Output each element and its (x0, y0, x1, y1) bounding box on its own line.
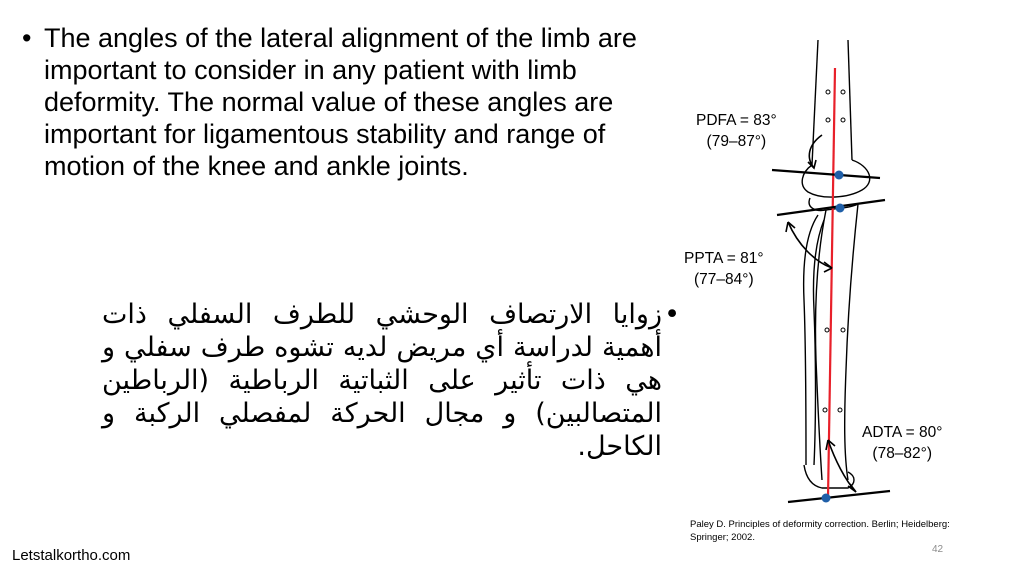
slide-number: 42 (932, 544, 944, 555)
adta-arc (828, 440, 856, 492)
ppta-value: PPTA = 81° (684, 250, 764, 267)
tibia-medial-outline (815, 210, 826, 480)
adta-value: ADTA = 80° (862, 424, 943, 441)
adta-range: (78–82°) (872, 445, 933, 462)
figure-citation: Paley D. Principles of deformity correction. Berlin; Heidelberg: Springer; 2002. (690, 519, 950, 543)
mechanical-axis-line (828, 68, 835, 498)
femur-lateral-outline (848, 40, 852, 160)
ppta-arc (788, 222, 832, 268)
knee-femoral-center-dot (835, 171, 844, 180)
pdfa-label (696, 110, 777, 152)
pdfa-range: (79–87°) (706, 133, 767, 150)
tibia-lateral-outline (845, 204, 858, 480)
english-bullet-text: The angles of the lateral alignment of the limb are important to consider in any patient with limb deformity. The normal value of these angles are important for ligamentous stability and range of motion of the knee and ankle joints. (44, 23, 637, 181)
bone-outlines (802, 40, 870, 488)
tibial-plateau-center-dot (836, 204, 845, 213)
bullet-marker: • (22, 23, 32, 53)
ppta-range: (77–84°) (693, 271, 754, 288)
english-bullet (22, 22, 642, 182)
tibial-plateau-joint-line (777, 200, 885, 215)
arabic-bullet-text: زوايا الارتصاف الوحشي للطرف السفلي ذات أهمية لدراسة أي مريض لديه تشوه طرف سفلي و هي ذات تأثير على الثباتية الرباطية (الرباطين المتصالبين) و مجال الحركة لمفصلي الركبة و الكاحل. (102, 299, 662, 462)
knee-femoral-joint-line (772, 170, 880, 178)
site-footer: Letstalkortho.com (12, 547, 131, 564)
lower-limb-alignment-figure (680, 40, 980, 510)
ankle-center-dot (822, 494, 831, 503)
pdfa-value: PDFA = 83° (696, 112, 777, 129)
adta-label (862, 422, 942, 464)
bullet-marker: • (664, 299, 680, 330)
femur-medial-outline (812, 40, 818, 165)
ankle-joint-line (788, 491, 890, 502)
ppta-label (684, 248, 764, 290)
arabic-bullet (102, 298, 680, 463)
